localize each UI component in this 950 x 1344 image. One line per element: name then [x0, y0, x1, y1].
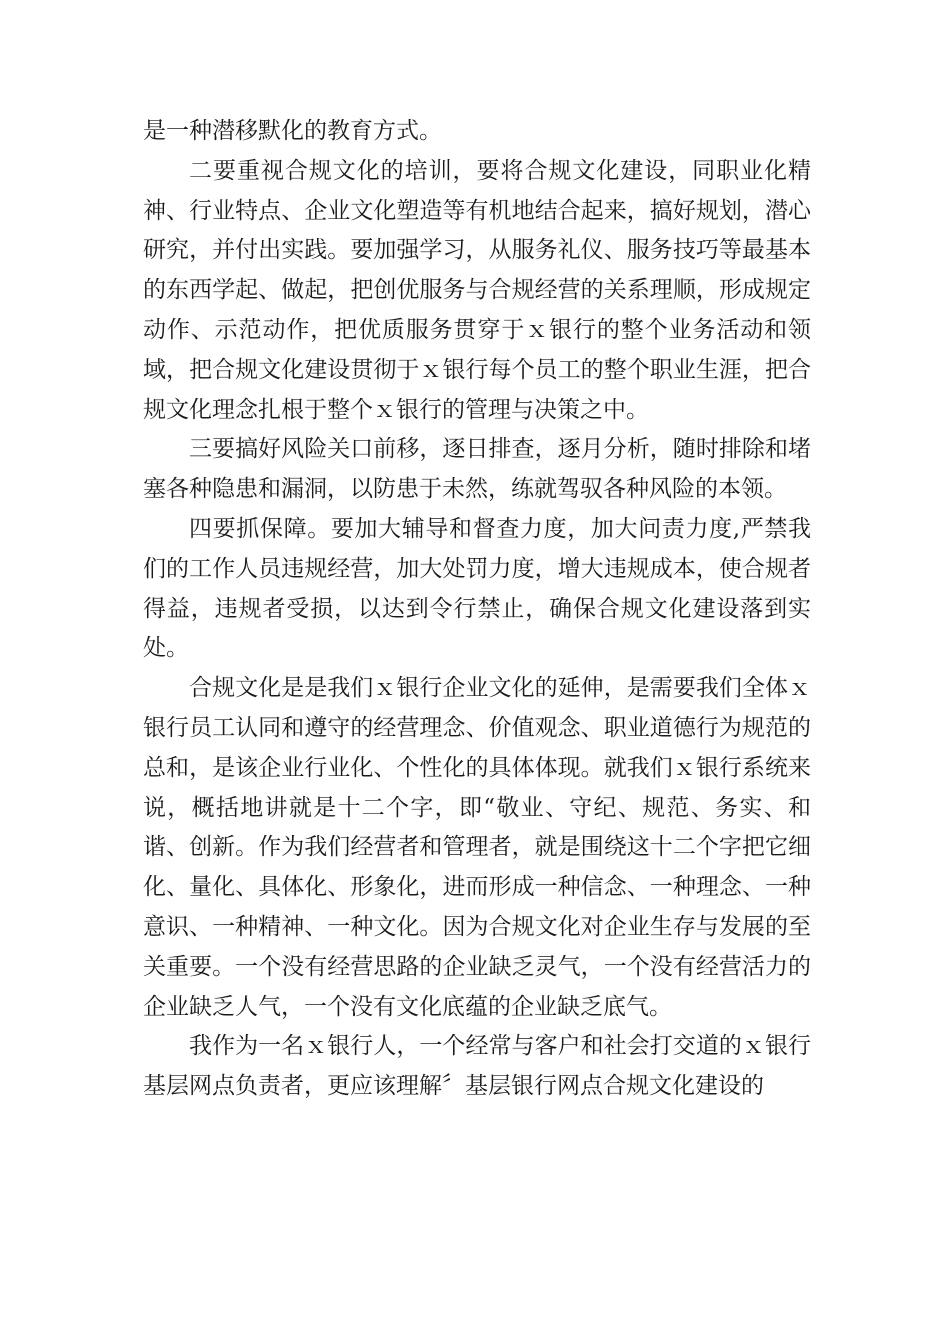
paragraph-personal-role: 我作为一名ｘ银行人，一个经常与客户和社会打交道的ｘ银行基层网点负责者，更应该理解〞基层银行网点合规文化建设的: [143, 1033, 811, 1100]
document-body: [143, 112, 811, 1107]
paragraph-compliance-training: 二要重视合规文化的培训，要将合规文化建设，同职业化精神、行业特点、企业文化塑造等有机地结合起来，搞好规划，潜心研究，并付出实践。要加强学习，从服务礼仪、服务技巧等最基本的东西学起、做起，把创优服务与合规经营的关系理顺，形成规定动作、示范动作，把优质服务贯穿于ｘ银行的整个业务活动和领域，把合规文化建设贯彻于ｘ银行每个员工的整个职业生涯，把合规文化理念扎根于整个ｘ银行的管理与决策之中。: [143, 157, 811, 423]
paragraph-risk-control: 三要搞好风险关口前移，逐日排查，逐月分析，随时排除和堵塞各种隐患和漏洞，以防患于未然，练就驾驭各种风险的本领。: [143, 436, 811, 503]
paragraph-continuation: 是一种潜移默化的教育方式。: [143, 118, 442, 144]
paragraph-compliance-culture: 合规文化是是我们ｘ银行企业文化的延伸，是需要我们全体ｘ银行员工认同和遵守的经营理念、价值观念、职业道德行为规范的总和，是该企业行业化、个性化的具体体现。就我们ｘ银行系统来说，概括地讲就是十二个字，即“敬业、守纪、规范、务实、和谐、创新。作为我们经营者和管理者，就是围绕这十二个字把它细化、量化、具体化、形象化，进而形成一种信念、一种理念、一种意识、一种精神、一种文化。因为合规文化对企业生存与发展的至关重要。一个没有经营思路的企业缺乏灵气，一个没有经营活力的企业缺乏人气，一个没有文化底蕴的企业缺乏底气。: [143, 675, 811, 1020]
paragraph-safeguards: 四要抓保障。要加大辅导和督查力度，加大问责力度,严禁我们的工作人员违规经营，加大处罚力度，增大违规成本，使合规者得益，违规者受损，以达到令行禁止，确保合规文化建设落到实处。: [143, 515, 811, 662]
